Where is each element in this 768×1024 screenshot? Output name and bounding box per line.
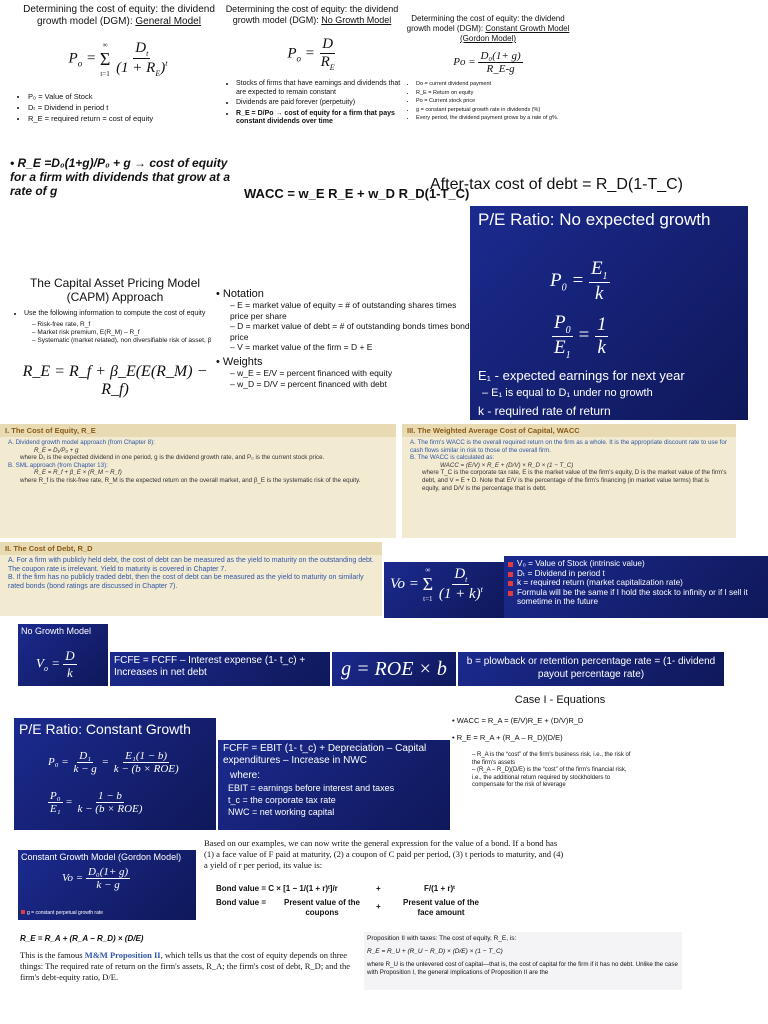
weights-title: • Weights bbox=[216, 355, 263, 368]
notation-section bbox=[216, 288, 470, 390]
dgm-general-bullets: • P₀ = Value of Stock • Dₜ = Dividend in period t • R_E = required return = cost of equity bbox=[14, 92, 224, 123]
dgm-general-formula: $P_o$ = ∞ Σ t=1 $\frac{D_t}{(1 + R_E)^t}$ bbox=[68, 40, 168, 78]
dgm-constant-formula: Po = $\frac{\text{D₀(1+ g)}}{R\_E-g}$ bbox=[453, 50, 521, 75]
prop2-section bbox=[364, 932, 682, 990]
fcff-panel bbox=[218, 740, 450, 830]
pe-constant-panel bbox=[14, 718, 216, 830]
cost-of-debt-header: II. The Cost of Debt, R_D bbox=[0, 542, 382, 555]
pe-constant-formula-2: $\frac{\text{P₀}}{\text{E₁}}$ = 1 − b k − (b × ROE) bbox=[50, 790, 143, 815]
cost-of-debt-body: A. For a firm with publicly held debt, the cost of debt can be measured as the yield to maturity on the outstanding debt. The coupon rate is irrelevant. Yield to maturity is covered in Chapter 7. B. If the firm has no publicly traded debt, then the cost of debt can be measured as the yield to maturity on similarly rated bonds (bond ratings are discussed in Chapter 7). bbox=[8, 557, 374, 590]
dgm-general-section bbox=[14, 4, 224, 154]
prop2-title: Proposition II with taxes: The cost of equity, R_E, is: bbox=[367, 935, 517, 942]
notation-title: • Notation bbox=[216, 288, 264, 300]
gordon-formula: Vo = $\frac{\text{D₀(1+ g)}}{k - g}$ bbox=[62, 866, 129, 891]
pe-no-growth-line-2: – E₁ is equal to D₁ under no growth bbox=[482, 387, 653, 399]
cost-of-debt-box bbox=[0, 542, 382, 616]
wacc-box bbox=[402, 424, 736, 538]
vo-sum-panel bbox=[384, 562, 504, 618]
case1-section bbox=[452, 716, 652, 790]
pe-no-growth-line-3: k - required rate of return bbox=[478, 404, 611, 418]
case1-details: – R_A is the “cost” of the firm's business risk, i.e., the risk of the firm's assets – (R_A – R_D)(D/E) is the “cost” of the firm's financial risk, i.e., the additional return required by stockholders to compensate for the risk of leverage bbox=[452, 752, 632, 790]
capm-bullets: • Use the following information to compute the cost of equity bbox=[10, 310, 220, 319]
weights-items: – w_E = E/V = percent financed with equity – w_D = D/V = percent financed with debt bbox=[216, 368, 470, 390]
dgm-general-title: Determining the cost of equity: the dividend growth model (DGM): General Model bbox=[23, 4, 215, 27]
fcfe-panel: FCFE = FCFF – Interest expense (1- t_c) + Increases in net debt bbox=[110, 652, 330, 686]
capm-items: – Risk-free rate, R_f – Market risk premium, E(R_M) – R_f – Systematic (market related), non diversifiable risk of asset, β bbox=[10, 321, 220, 345]
cost-of-equity-header: I. The Cost of Equity, R_E bbox=[0, 424, 396, 437]
mm-text: This is the famous M&M Proposition II, which tells us that the cost of equity depends on three things: The required rate of return on the firm's assets, R_A; the firm's cost of debt, R_D; and the firm's debt-equity ratio, D/E. bbox=[20, 950, 351, 982]
gordon-note: g = constant perpetual growth rate bbox=[21, 910, 103, 916]
capm-formula: R_E = R_f + β_E(E(R_M) − R_f) bbox=[22, 362, 208, 398]
pe-no-growth-title: P/E Ratio: No expected growth bbox=[478, 210, 711, 229]
dgm-nogrowth-formula: $P_o$ = $\frac{D}{R_E}$ bbox=[287, 36, 335, 72]
pe-no-growth-line-1: E₁ - expected earnings for next year bbox=[478, 368, 685, 383]
case1-bullet-1: • WACC = R_A = (E/V)R_E + (D/V)R_D bbox=[452, 716, 584, 725]
dgm-constant-bullets: • Do = current dividend payment • R_E = Return on equity • Po = Current stock price • g = constant perpetual growth rate in dividends (%) • Every period, the dividend payment grows by a rate of g%. bbox=[402, 81, 574, 122]
fcff-items: EBIT = earnings before interest and taxes t_c = the corporate tax rate NWC = net working capital bbox=[228, 783, 395, 817]
dgm-constant-title: Determining the cost of equity: the dividend growth model (DGM): Constant Growth Model (Gordon Model) bbox=[406, 14, 570, 43]
dgm-constant-section bbox=[402, 14, 574, 154]
prop2-note: where R_U is the unlevered cost of capital—that is, the cost of capital for the firm if it has no debt. Unlike the case with Proposition I, the general implications of Proposition II are the bbox=[367, 961, 678, 976]
re-formula: • R_E =D₀(1+g)/P₀ + g → cost of equity for a firm with dividends that grow at a rate of g bbox=[10, 156, 231, 198]
vo-notes-list: V₀ = Value of Stock (intrinsic value) Dₜ = Dividend in period t k = required return (market capitalization rate) Formula will be the same if I hold the stock to infinity or if I sell it sometime in the future bbox=[508, 559, 768, 607]
prop2-formula: R_E = R_U + (R_U − R_D) × (D/E) × (1 − T_C) bbox=[367, 948, 503, 955]
mm-proposition-link[interactable]: M&M Proposition II bbox=[84, 950, 161, 960]
case1-title: Case I - Equations bbox=[514, 694, 606, 706]
pe-no-growth-formula-2: $\frac{P_0}{E_1}$ = $\frac{1}{k}$ bbox=[554, 312, 607, 361]
pe-constant-title: P/E Ratio: Constant Growth bbox=[19, 721, 191, 737]
vo-sum-formula: Vo = ∞ Σ t=1 $\frac{D_t}{(1 + k)^t}$ bbox=[390, 566, 483, 603]
fcff-where: where: bbox=[230, 770, 261, 781]
bond-line-1: Bond value = C × [1 − 1/(1 + r)ᵗ]/r + F/(1 + r)ᵗ bbox=[216, 884, 455, 893]
no-growth-model-title: No Growth Model bbox=[21, 626, 92, 636]
g-roe-panel: g = ROE × b bbox=[332, 652, 456, 686]
pe-constant-formula-1: P₀ = $\frac{\text{D₁}}{k - g}$ = E₁(1 − b) k − (b × ROE) bbox=[48, 750, 179, 775]
cost-of-equity-body: A. Dividend growth model approach (from Chapter 8): R_E = D₁/P₀ + g where D₁ is the expected dividend in one period, g is the dividend growth rate, and P₀ is the current stock price. B. SML approach (from Chapter 13): R_E = R_f + β_E × (R_M − R_f) where R_f is the risk-free rate, R_M is the expected return on the overall market, and β_E is the systematic risk of the equity. bbox=[8, 439, 361, 484]
wacc-body: A. The firm's WACC is the overall required return on the firm as a whole. It is the appropriate discount rate to use for cash flows similar in risk to those of the overall firm. B. The WACC is calculated as: WACC = (E/V) × R_E + (D/V) × R_D × (1 − T_C) where T_C is the corporate tax rate, E is the market value of the firm's equity, D is the market value of the firm's debt, and V = E + D. Note that E/V is the percentage of the firm's financing (in market value terms) that is equity, and D/V is the percentage that is debt. bbox=[410, 439, 727, 492]
bond-line-2: Bond value = Present value of the coupons + Present value of the face amount bbox=[216, 898, 480, 917]
pe-no-growth-panel bbox=[470, 206, 748, 420]
aftertax-cost-of-debt: After-tax cost of debt = R_D(1-T_C) bbox=[430, 176, 683, 193]
wacc-header: III. The Weighted Average Cost of Capital, WACC bbox=[402, 424, 736, 437]
vo-notes-panel bbox=[504, 556, 768, 618]
gordon-title: Constant Growth Model (Gordon Model) bbox=[21, 852, 182, 862]
b-definition-panel: b = plowback or retention percentage rate = (1- dividend payout percentage rate) bbox=[458, 652, 724, 686]
gordon-panel bbox=[18, 850, 196, 920]
dgm-nogrowth-title: Determining the cost of equity: the dividend growth model (DGM): No Growth Model bbox=[225, 4, 399, 25]
notation-items: – E = market value of equity = # of outstanding shares times price per share – D = market value of debt = # of outstanding bonds times bond price – V = market value of the firm = D + E bbox=[216, 300, 470, 353]
capm-title: The Capital Asset Pricing Model (CAPM) Approach bbox=[29, 276, 201, 304]
pe-no-growth-formula-1: $P_0$ = $\frac{E_1}{k}$ bbox=[550, 258, 608, 304]
case1-bullet-2: • R_E = R_A + (R_A – R_D)(D/E) bbox=[452, 733, 563, 742]
cost-of-equity-box bbox=[0, 424, 396, 538]
fcff-text: FCFF = EBIT (1- t_c) + Depreciation – Capital expenditures – Increase in NWC bbox=[223, 743, 427, 766]
no-growth-model-panel bbox=[18, 624, 108, 686]
dgm-nogrowth-section bbox=[222, 4, 402, 154]
bond-intro: Based on our examples, we can now write the general expression for the value of a bond. If a bond has (1) a face value of F paid at maturity, (2) a coupon of C paid per period, (3) t periods to maturity, and (4) a yield of r per period, its value is: bbox=[204, 838, 564, 870]
dgm-nogrowth-bullets: • Stocks of firms that have earnings and dividends that are expected to remain constant • Dividends are paid forever (perpetuity) • R_E = D/Po → cost of equity for a firm that pays constant dividends over time bbox=[222, 80, 402, 127]
capm-section bbox=[10, 276, 220, 399]
mm-formula: R_E = R_A + (R_A − R_D) × (D/E) bbox=[20, 934, 144, 943]
wacc-formula: WACC = w_E R_E + w_D R_D(1-T_C) bbox=[244, 186, 470, 201]
no-growth-model-formula: $V_o$ = $\frac{D}{k}$ bbox=[36, 648, 75, 680]
